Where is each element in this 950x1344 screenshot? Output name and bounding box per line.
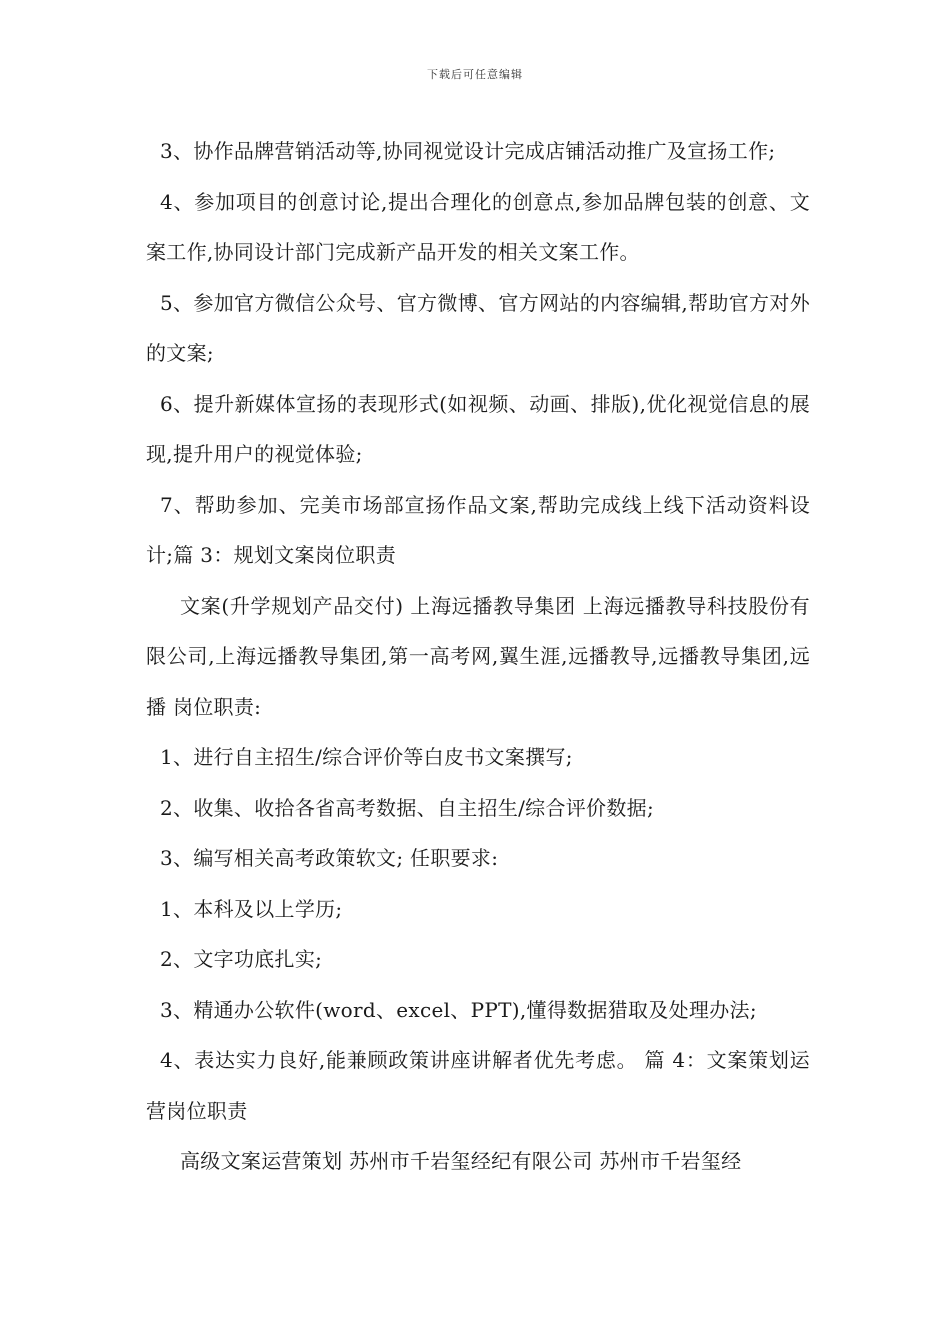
document-body	[146, 126, 810, 1187]
paragraph-item-4: 4、参加项目的创意讨论,提出合理化的创意点,参加品牌包装的创意、文案工作,协同设计部门完成新产品开发的相关文案工作。	[146, 189, 810, 264]
paragraph-company-intro: 文案(升学规划产品交付) 上海远播教导集团 上海远播教导科技股份有限公司,上海远播教导集团,第一高考网,翼生涯,远播教导,远播教导集团,远播 岗位职责:	[146, 593, 810, 719]
paragraph-item-5: 5、参加官方微信公众号、官方微博、官方网站的内容编辑,帮助官方对外的文案;	[146, 290, 810, 365]
paragraph-company-intro-2: 高级文案运营策划 苏州市千岩玺经纪有限公司 苏州市千岩玺经	[180, 1149, 742, 1173]
paragraph-req-1: 1、本科及以上学历;	[160, 896, 343, 921]
paragraph-req-3: 3、精通办公软件(word、excel、PPT),懂得数据猎取及处理办法;	[160, 997, 757, 1022]
paragraph-item-7: 7、帮助参加、完美市场部宣扬作品文案,帮助完成线上线下活动资料设计;篇 3：规划文案岗位职责	[146, 492, 810, 567]
paragraph-duty-1: 1、进行自主招生/综合评价等白皮书文案撰写;	[160, 745, 573, 769]
paragraph-item-6: 6、提升新媒体宣扬的表现形式(如视频、动画、排版),优化视觉信息的展现,提升用户的视觉体验;	[146, 391, 810, 466]
paragraph-req-2: 2、文字功底扎实;	[160, 947, 323, 971]
paragraph-duty-3: 3、编写相关高考政策软文; 任职要求:	[160, 846, 499, 870]
paragraph-item-3: 3、协作品牌营销活动等,协同视觉设计完成店铺活动推广及宣扬工作;	[160, 139, 776, 163]
paragraph-req-4: 4、表达实力良好,能兼顾政策讲座讲解者优先考虑。 篇 4：文案策划运营岗位职责	[146, 1048, 810, 1123]
paragraph-duty-2: 2、收集、收拾各省高考数据、自主招生/综合评价数据;	[160, 795, 655, 820]
page-header: 下载后可任意编辑	[427, 68, 523, 81]
